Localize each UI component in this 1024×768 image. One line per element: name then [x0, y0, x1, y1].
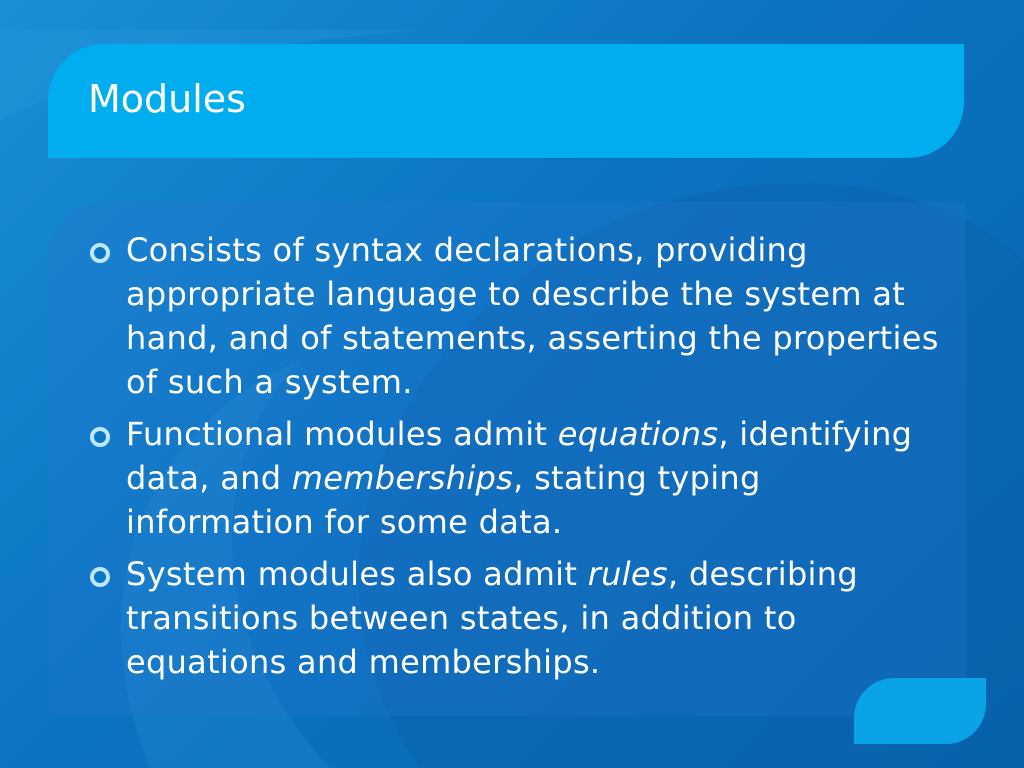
bullet-item-functional-modules — [88, 412, 948, 544]
bullet-text-part: , identifying data, and — [126, 415, 913, 497]
bullet-ring-icon — [90, 243, 110, 263]
bullet-text-part: System modules also admit — [126, 555, 588, 593]
corner-accent-tab — [854, 678, 986, 744]
bullet-item-syntax-declarations — [88, 228, 948, 404]
bullet-text-part: Functional modules admit — [126, 415, 558, 453]
bullet-text-part: Consists of syntax declarations, providing appropriate language to describe the system at hand, and of statements, asserting the properties of such a system. — [126, 231, 939, 401]
title-panel — [48, 44, 964, 158]
bullet-text — [126, 555, 858, 681]
bullet-ring-icon — [90, 567, 110, 587]
slide-title: Modules — [88, 77, 246, 121]
bullet-text-italic-term: memberships — [291, 459, 514, 497]
bullet-ring-icon — [90, 427, 110, 447]
bullet-text-part: , stating typing information for some data. — [126, 459, 761, 541]
bullet-text — [126, 415, 912, 541]
bullet-text-italic-term: rules — [587, 555, 668, 593]
bullet-list — [88, 228, 948, 692]
bullet-text — [126, 231, 939, 401]
bullet-item-system-modules — [88, 552, 948, 684]
bullet-text-italic-term: equations — [557, 415, 719, 453]
bullet-text-part: , describing transitions between states, in addition to equations and memberships. — [126, 555, 858, 681]
